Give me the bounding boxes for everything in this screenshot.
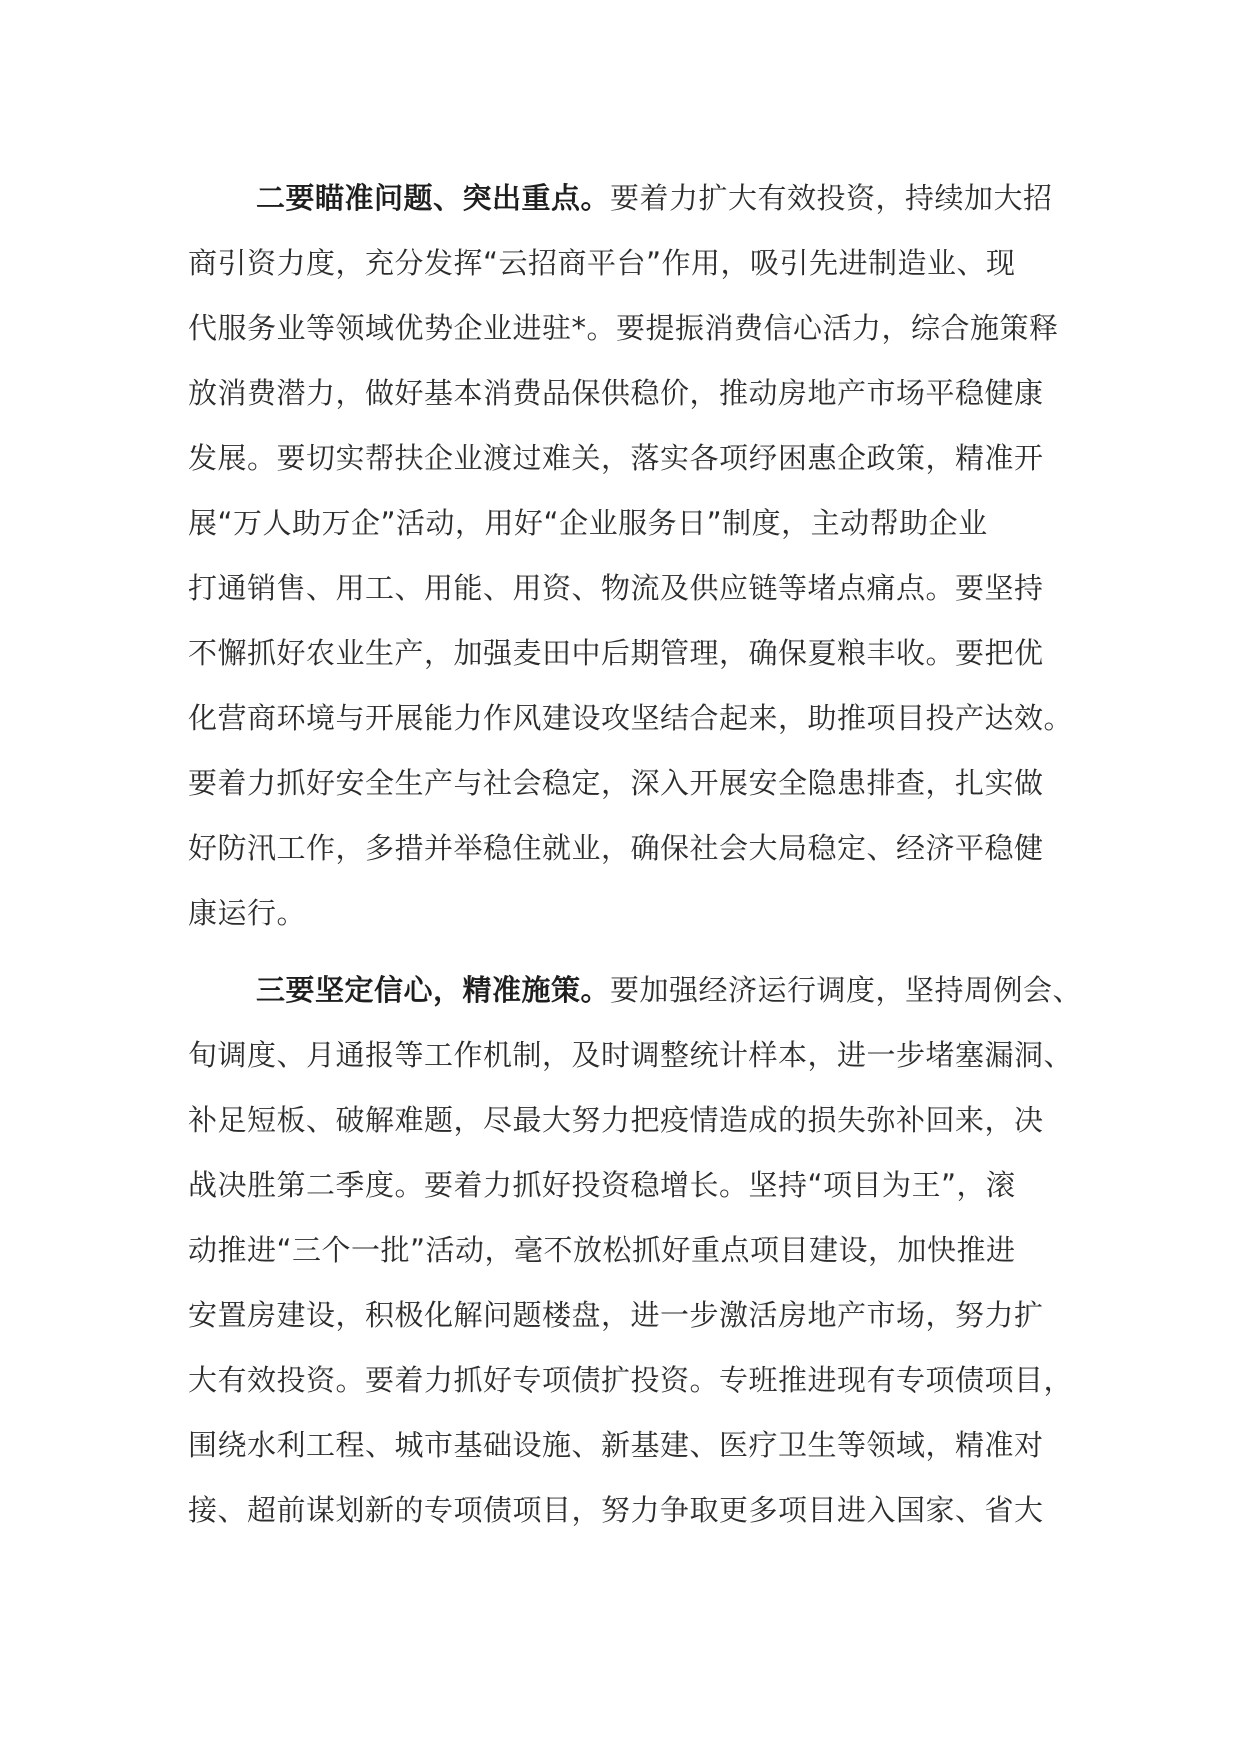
text-line: 安置房建设，积极化解问题楼盘，进一步激活房地产市场，努力扩 [188, 1298, 1044, 1332]
paragraph-spacing [188, 946, 1058, 958]
text-line: 放消费潜力，做好基本消费品保供稳价，推动房地产市场平稳健康 [188, 376, 1044, 410]
text-line-content: 要加强经济运行调度，坚持周例会、 [610, 973, 1083, 1007]
paragraph-2 [188, 166, 1074, 946]
text-line: 打通销售、用工、用能、用资、物流及供应链等堵点痛点。要坚持 [188, 571, 1044, 605]
text-line: 发展。要切实帮扶企业渡过难关，落实各项纾困惠企政策，精准开 [188, 441, 1044, 475]
text-line: 康运行。 [188, 896, 307, 930]
paragraph-3 [188, 958, 1083, 1543]
text-line: 代服务业等领域优势企业进驻*。要提振消费信心活力，综合施策释 [188, 311, 1059, 345]
paragraph-lead: 二要瞄准问题、突出重点。 [256, 181, 611, 215]
text-line: 旬调度、月通报等工作机制，及时调整统计样本，进一步堵塞漏洞、 [188, 1038, 1074, 1072]
text-line: 好防汛工作，多措并举稳住就业，确保社会大局稳定、经济平稳健 [188, 831, 1044, 865]
paragraph-lead: 三要坚定信心，精准施策。 [256, 973, 611, 1007]
text-line-content: 要着力扩大有效投资，持续加大招 [610, 181, 1053, 215]
text-line: 展“万人助万企”活动，用好“企业服务日”制度，主动帮助企业 [188, 506, 988, 540]
text-line [188, 958, 1083, 1023]
text-line: 大有效投资。要着力抓好专项债扩投资。专班推进现有专项债项目， [188, 1363, 1074, 1397]
text-line: 商引资力度，充分发挥“云招商平台”作用，吸引先进制造业、现 [188, 246, 1016, 280]
text-line: 化营商环境与开展能力作风建设攻坚结合起来，助推项目投产达效。 [188, 701, 1074, 735]
text-line: 要着力抓好安全生产与社会稳定，深入开展安全隐患排查，扎实做 [188, 766, 1044, 800]
text-line: 战决胜第二季度。要着力抓好投资稳增长。坚持“项目为王”，滚 [188, 1168, 1016, 1202]
document-body [188, 166, 1083, 1543]
text-line: 围绕水利工程、城市基础设施、新基建、医疗卫生等领域，精准对 [188, 1428, 1044, 1462]
text-line [188, 166, 1058, 231]
text-line: 不懈抓好农业生产，加强麦田中后期管理，确保夏粮丰收。要把优 [188, 636, 1044, 670]
text-line: 补足短板、破解难题，尽最大努力把疫情造成的损失弥补回来，决 [188, 1103, 1044, 1137]
text-line: 动推进“三个一批”活动，毫不放松抓好重点项目建设，加快推进 [188, 1233, 1016, 1267]
text-line: 接、超前谋划新的专项债项目，努力争取更多项目进入国家、省大 [188, 1493, 1044, 1527]
